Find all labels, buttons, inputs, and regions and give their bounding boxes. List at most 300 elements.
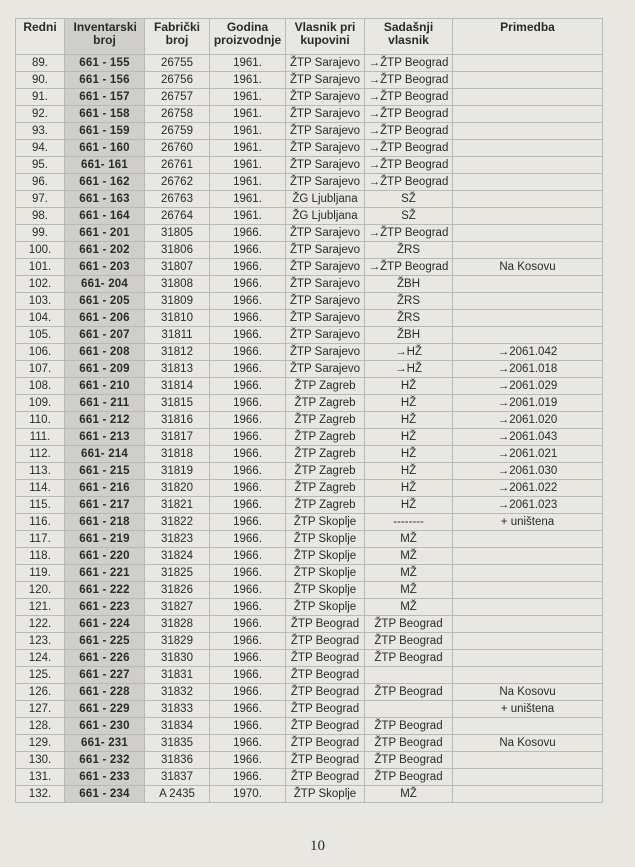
row-number-cell: 97. <box>16 191 65 208</box>
note-cell <box>453 548 603 565</box>
row-number-cell: 128. <box>16 718 65 735</box>
current-owner-cell: →ŽTP Beograd <box>365 55 453 72</box>
factory-number-cell: 31836 <box>145 752 210 769</box>
original-owner-cell: ŽTP Zagreb <box>286 429 365 446</box>
production-year-cell: 1966. <box>210 344 286 361</box>
production-year-cell: 1966. <box>210 718 286 735</box>
table-row <box>16 735 603 752</box>
original-owner-cell: ŽTP Beograd <box>286 701 365 718</box>
row-number-cell: 118. <box>16 548 65 565</box>
note-cell <box>453 633 603 650</box>
factory-number-cell: 31835 <box>145 735 210 752</box>
factory-number-cell: 31820 <box>145 480 210 497</box>
production-year-cell: 1966. <box>210 276 286 293</box>
factory-number-cell: 31815 <box>145 395 210 412</box>
table-row <box>16 72 603 89</box>
production-year-cell: 1966. <box>210 616 286 633</box>
table-row <box>16 123 603 140</box>
header-current-owner-label: Sadašnji vlasnik <box>383 20 434 47</box>
current-owner-cell: ŽTP Beograd <box>365 684 453 701</box>
inventory-number-cell: 661 - 210 <box>65 378 145 395</box>
note-cell <box>453 310 603 327</box>
inventory-number-cell: 661 - 206 <box>65 310 145 327</box>
inventory-number-cell: 661 - 207 <box>65 327 145 344</box>
current-owner-cell: ŽTP Beograd <box>365 735 453 752</box>
production-year-cell: 1961. <box>210 106 286 123</box>
inventory-number-cell: 661 - 221 <box>65 565 145 582</box>
original-owner-cell: ŽTP Sarajevo <box>286 55 365 72</box>
original-owner-cell: ŽTP Sarajevo <box>286 123 365 140</box>
inventory-number-cell: 661 - 203 <box>65 259 145 276</box>
table-row <box>16 310 603 327</box>
row-number-cell: 106. <box>16 344 65 361</box>
table-row <box>16 242 603 259</box>
original-owner-cell: ŽTP Sarajevo <box>286 361 365 378</box>
inventory-number-cell: 661 - 220 <box>65 548 145 565</box>
original-owner-cell: ŽTP Sarajevo <box>286 242 365 259</box>
note-cell <box>453 599 603 616</box>
note-cell <box>453 293 603 310</box>
current-owner-cell: →ŽTP Beograd <box>365 259 453 276</box>
factory-number-cell: 26762 <box>145 174 210 191</box>
production-year-cell: 1966. <box>210 327 286 344</box>
production-year-cell: 1961. <box>210 208 286 225</box>
table-row <box>16 633 603 650</box>
factory-number-cell: 31831 <box>145 667 210 684</box>
original-owner-cell: ŽTP Zagreb <box>286 378 365 395</box>
inventory-number-cell: 661 - 215 <box>65 463 145 480</box>
table-row <box>16 667 603 684</box>
table-row <box>16 174 603 191</box>
production-year-cell: 1966. <box>210 225 286 242</box>
page-number: 10 <box>310 838 325 854</box>
note-cell <box>453 123 603 140</box>
header-owner-label: Vlasnik pri kupovini <box>294 20 356 47</box>
production-year-cell: 1966. <box>210 667 286 684</box>
table-row <box>16 140 603 157</box>
factory-number-cell: 26763 <box>145 191 210 208</box>
factory-number-cell: 31833 <box>145 701 210 718</box>
row-number-cell: 102. <box>16 276 65 293</box>
current-owner-cell: →HŽ <box>365 361 453 378</box>
production-year-cell: 1961. <box>210 72 286 89</box>
current-owner-cell: MŽ <box>365 531 453 548</box>
current-owner-cell: HŽ <box>365 463 453 480</box>
note-cell: →2061.020 <box>453 412 603 429</box>
table-row <box>16 599 603 616</box>
inventory-number-cell: 661 - 213 <box>65 429 145 446</box>
header-inventory-label: Inventarski broj <box>73 20 137 47</box>
original-owner-cell: ŽTP Zagreb <box>286 412 365 429</box>
table-row <box>16 786 603 803</box>
inventory-number-cell: 661 - 222 <box>65 582 145 599</box>
current-owner-cell: →HŽ <box>365 344 453 361</box>
row-number-cell: 112. <box>16 446 65 463</box>
production-year-cell: 1961. <box>210 123 286 140</box>
original-owner-cell: ŽG Ljubljana <box>286 191 365 208</box>
current-owner-cell: →ŽTP Beograd <box>365 106 453 123</box>
original-owner-cell: ŽTP Zagreb <box>286 395 365 412</box>
factory-number-cell: 31816 <box>145 412 210 429</box>
note-cell <box>453 225 603 242</box>
inventory-number-cell: 661 - 218 <box>65 514 145 531</box>
note-cell <box>453 242 603 259</box>
row-number-cell: 126. <box>16 684 65 701</box>
factory-number-cell: 26761 <box>145 157 210 174</box>
note-cell <box>453 718 603 735</box>
inventory-number-cell: 661 - 162 <box>65 174 145 191</box>
current-owner-cell: →ŽTP Beograd <box>365 89 453 106</box>
note-cell <box>453 786 603 803</box>
inventory-number-cell: 661 - 158 <box>65 106 145 123</box>
factory-number-cell: A 2435 <box>145 786 210 803</box>
table-row <box>16 276 603 293</box>
table-row <box>16 412 603 429</box>
note-cell: + uništena <box>453 701 603 718</box>
current-owner-cell: HŽ <box>365 378 453 395</box>
current-owner-cell: ŽBH <box>365 327 453 344</box>
note-cell <box>453 174 603 191</box>
row-number-cell: 123. <box>16 633 65 650</box>
table-row <box>16 361 603 378</box>
factory-number-cell: 31827 <box>145 599 210 616</box>
original-owner-cell: ŽTP Sarajevo <box>286 276 365 293</box>
current-owner-cell: ŽTP Beograd <box>365 633 453 650</box>
note-cell <box>453 616 603 633</box>
production-year-cell: 1966. <box>210 446 286 463</box>
original-owner-cell: ŽTP Skoplje <box>286 565 365 582</box>
production-year-cell: 1966. <box>210 548 286 565</box>
factory-number-cell: 31822 <box>145 514 210 531</box>
header-note: Primedba <box>453 19 603 55</box>
current-owner-cell: SŽ <box>365 191 453 208</box>
row-number-cell: 109. <box>16 395 65 412</box>
table-row <box>16 718 603 735</box>
factory-number-cell: 31817 <box>145 429 210 446</box>
current-owner-cell: HŽ <box>365 446 453 463</box>
factory-number-cell: 31829 <box>145 633 210 650</box>
note-cell: →2061.030 <box>453 463 603 480</box>
note-cell <box>453 769 603 786</box>
original-owner-cell: ŽTP Beograd <box>286 633 365 650</box>
row-number-cell: 119. <box>16 565 65 582</box>
original-owner-cell: ŽTP Sarajevo <box>286 259 365 276</box>
inventory-number-cell: 661 - 217 <box>65 497 145 514</box>
factory-number-cell: 31818 <box>145 446 210 463</box>
table-row <box>16 225 603 242</box>
inventory-number-cell: 661 - 234 <box>65 786 145 803</box>
current-owner-cell: MŽ <box>365 786 453 803</box>
factory-number-cell: 31830 <box>145 650 210 667</box>
note-cell <box>453 582 603 599</box>
factory-number-cell: 31810 <box>145 310 210 327</box>
original-owner-cell: ŽTP Beograd <box>286 769 365 786</box>
note-cell <box>453 89 603 106</box>
note-cell <box>453 565 603 582</box>
production-year-cell: 1966. <box>210 701 286 718</box>
factory-number-cell: 26756 <box>145 72 210 89</box>
production-year-cell: 1966. <box>210 259 286 276</box>
factory-number-cell: 31832 <box>145 684 210 701</box>
production-year-cell: 1961. <box>210 140 286 157</box>
current-owner-cell: ŽBH <box>365 276 453 293</box>
original-owner-cell: ŽTP Beograd <box>286 735 365 752</box>
row-number-cell: 107. <box>16 361 65 378</box>
row-number-cell: 90. <box>16 72 65 89</box>
inventory-number-cell: 661 - 219 <box>65 531 145 548</box>
current-owner-cell: MŽ <box>365 565 453 582</box>
original-owner-cell: ŽTP Sarajevo <box>286 293 365 310</box>
table-row <box>16 701 603 718</box>
inventory-number-cell: 661 - 163 <box>65 191 145 208</box>
factory-number-cell: 31813 <box>145 361 210 378</box>
note-cell <box>453 140 603 157</box>
table-header-row <box>16 19 603 55</box>
original-owner-cell: ŽTP Beograd <box>286 752 365 769</box>
inventory-number-cell: 661 - 156 <box>65 72 145 89</box>
note-cell <box>453 650 603 667</box>
table-row <box>16 378 603 395</box>
row-number-cell: 96. <box>16 174 65 191</box>
production-year-cell: 1966. <box>210 752 286 769</box>
production-year-cell: 1966. <box>210 310 286 327</box>
row-number-cell: 98. <box>16 208 65 225</box>
table-row <box>16 106 603 123</box>
factory-number-cell: 31807 <box>145 259 210 276</box>
header-factory <box>145 19 210 55</box>
note-cell <box>453 276 603 293</box>
row-number-cell: 131. <box>16 769 65 786</box>
current-owner-cell: ŽTP Beograd <box>365 718 453 735</box>
current-owner-cell: ŽTP Beograd <box>365 769 453 786</box>
note-cell: →2061.029 <box>453 378 603 395</box>
row-number-cell: 121. <box>16 599 65 616</box>
table-row <box>16 429 603 446</box>
factory-number-cell: 31814 <box>145 378 210 395</box>
factory-number-cell: 26764 <box>145 208 210 225</box>
current-owner-cell: →ŽTP Beograd <box>365 140 453 157</box>
production-year-cell: 1961. <box>210 191 286 208</box>
row-number-cell: 117. <box>16 531 65 548</box>
inventory-number-cell: 661 - 201 <box>65 225 145 242</box>
header-factory-label: Fabrički broj <box>153 20 201 47</box>
note-cell <box>453 106 603 123</box>
production-year-cell: 1966. <box>210 412 286 429</box>
current-owner-cell: MŽ <box>365 599 453 616</box>
original-owner-cell: ŽTP Sarajevo <box>286 225 365 242</box>
current-owner-cell: →ŽTP Beograd <box>365 72 453 89</box>
note-cell <box>453 55 603 72</box>
current-owner-cell: SŽ <box>365 208 453 225</box>
inventory-number-cell: 661 - 208 <box>65 344 145 361</box>
original-owner-cell: ŽTP Sarajevo <box>286 140 365 157</box>
current-owner-cell: →ŽTP Beograd <box>365 157 453 174</box>
note-cell <box>453 72 603 89</box>
row-number-cell: 122. <box>16 616 65 633</box>
factory-number-cell: 31823 <box>145 531 210 548</box>
current-owner-cell <box>365 701 453 718</box>
inventory-number-cell: 661 - 224 <box>65 616 145 633</box>
table-row <box>16 191 603 208</box>
row-number-cell: 111. <box>16 429 65 446</box>
note-cell: + uništena <box>453 514 603 531</box>
inventory-number-cell: 661 - 216 <box>65 480 145 497</box>
original-owner-cell: ŽTP Beograd <box>286 616 365 633</box>
row-number-cell: 108. <box>16 378 65 395</box>
header-inventory <box>65 19 145 55</box>
production-year-cell: 1966. <box>210 463 286 480</box>
inventory-number-cell: 661 - 229 <box>65 701 145 718</box>
note-cell <box>453 752 603 769</box>
original-owner-cell: ŽTP Beograd <box>286 667 365 684</box>
original-owner-cell: ŽTP Skoplje <box>286 514 365 531</box>
original-owner-cell: ŽTP Skoplje <box>286 582 365 599</box>
original-owner-cell: ŽTP Zagreb <box>286 446 365 463</box>
row-number-cell: 130. <box>16 752 65 769</box>
header-no: Redni <box>16 19 65 55</box>
table-row <box>16 293 603 310</box>
factory-number-cell: 26760 <box>145 140 210 157</box>
original-owner-cell: ŽTP Sarajevo <box>286 157 365 174</box>
table-row <box>16 395 603 412</box>
current-owner-cell: ŽRS <box>365 242 453 259</box>
factory-number-cell: 26757 <box>145 89 210 106</box>
inventory-number-cell: 661 - 159 <box>65 123 145 140</box>
original-owner-cell: ŽTP Sarajevo <box>286 327 365 344</box>
production-year-cell: 1966. <box>210 378 286 395</box>
row-number-cell: 124. <box>16 650 65 667</box>
header-current-owner <box>365 19 453 55</box>
inventory-number-cell: 661 - 230 <box>65 718 145 735</box>
inventory-number-cell: 661 - 225 <box>65 633 145 650</box>
production-year-cell: 1966. <box>210 565 286 582</box>
factory-number-cell: 26758 <box>145 106 210 123</box>
production-year-cell: 1961. <box>210 89 286 106</box>
table-row <box>16 497 603 514</box>
original-owner-cell: ŽTP Sarajevo <box>286 344 365 361</box>
note-cell: →2061.021 <box>453 446 603 463</box>
row-number-cell: 127. <box>16 701 65 718</box>
production-year-cell: 1966. <box>210 735 286 752</box>
table-row <box>16 565 603 582</box>
inventory-number-cell: 661 - 233 <box>65 769 145 786</box>
inventory-number-cell: 661 - 211 <box>65 395 145 412</box>
inventory-number-cell: 661- 161 <box>65 157 145 174</box>
production-year-cell: 1966. <box>210 582 286 599</box>
note-cell <box>453 208 603 225</box>
table-row <box>16 446 603 463</box>
note-cell: →2061.023 <box>453 497 603 514</box>
table-row <box>16 327 603 344</box>
inventory-number-cell: 661- 214 <box>65 446 145 463</box>
row-number-cell: 91. <box>16 89 65 106</box>
current-owner-cell: HŽ <box>365 480 453 497</box>
inventory-number-cell: 661 - 155 <box>65 55 145 72</box>
current-owner-cell <box>365 667 453 684</box>
factory-number-cell: 31806 <box>145 242 210 259</box>
current-owner-cell: ŽTP Beograd <box>365 650 453 667</box>
table-row <box>16 480 603 497</box>
row-number-cell: 132. <box>16 786 65 803</box>
current-owner-cell: HŽ <box>365 395 453 412</box>
factory-number-cell: 31824 <box>145 548 210 565</box>
current-owner-cell: ŽRS <box>365 310 453 327</box>
original-owner-cell: ŽTP Zagreb <box>286 497 365 514</box>
row-number-cell: 95. <box>16 157 65 174</box>
row-number-cell: 89. <box>16 55 65 72</box>
inventory-number-cell: 661 - 157 <box>65 89 145 106</box>
production-year-cell: 1966. <box>210 395 286 412</box>
table-row <box>16 616 603 633</box>
production-year-cell: 1966. <box>210 361 286 378</box>
production-year-cell: 1966. <box>210 480 286 497</box>
production-year-cell: 1966. <box>210 650 286 667</box>
locomotive-register-table <box>15 18 603 803</box>
production-year-cell: 1966. <box>210 531 286 548</box>
inventory-number-cell: 661 - 228 <box>65 684 145 701</box>
header-year-label: Godina proizvodnje <box>213 20 282 47</box>
row-number-cell: 116. <box>16 514 65 531</box>
original-owner-cell: ŽTP Beograd <box>286 684 365 701</box>
original-owner-cell: ŽTP Zagreb <box>286 463 365 480</box>
factory-number-cell: 31834 <box>145 718 210 735</box>
factory-number-cell: 31825 <box>145 565 210 582</box>
current-owner-cell: →ŽTP Beograd <box>365 174 453 191</box>
inventory-number-cell: 661 - 205 <box>65 293 145 310</box>
original-owner-cell: ŽTP Sarajevo <box>286 310 365 327</box>
note-cell: Na Kosovu <box>453 684 603 701</box>
note-cell <box>453 157 603 174</box>
row-number-cell: 104. <box>16 310 65 327</box>
current-owner-cell: ŽRS <box>365 293 453 310</box>
row-number-cell: 103. <box>16 293 65 310</box>
factory-number-cell: 31808 <box>145 276 210 293</box>
current-owner-cell: MŽ <box>365 548 453 565</box>
table-row <box>16 157 603 174</box>
inventory-number-cell: 661 - 164 <box>65 208 145 225</box>
current-owner-cell: -------- <box>365 514 453 531</box>
row-number-cell: 92. <box>16 106 65 123</box>
current-owner-cell: →ŽTP Beograd <box>365 225 453 242</box>
table-row <box>16 684 603 701</box>
factory-number-cell: 31821 <box>145 497 210 514</box>
inventory-number-cell: 661 - 209 <box>65 361 145 378</box>
current-owner-cell: HŽ <box>365 412 453 429</box>
factory-number-cell: 31819 <box>145 463 210 480</box>
inventory-number-cell: 661- 204 <box>65 276 145 293</box>
note-cell <box>453 327 603 344</box>
production-year-cell: 1966. <box>210 293 286 310</box>
table-row <box>16 650 603 667</box>
note-cell <box>453 191 603 208</box>
production-year-cell: 1961. <box>210 174 286 191</box>
factory-number-cell: 31805 <box>145 225 210 242</box>
factory-number-cell: 31826 <box>145 582 210 599</box>
original-owner-cell: ŽTP Zagreb <box>286 480 365 497</box>
table-row <box>16 208 603 225</box>
production-year-cell: 1966. <box>210 429 286 446</box>
current-owner-cell: HŽ <box>365 429 453 446</box>
factory-number-cell: 31837 <box>145 769 210 786</box>
inventory-number-cell: 661 - 160 <box>65 140 145 157</box>
note-cell <box>453 667 603 684</box>
factory-number-cell: 26759 <box>145 123 210 140</box>
row-number-cell: 93. <box>16 123 65 140</box>
row-number-cell: 115. <box>16 497 65 514</box>
row-number-cell: 120. <box>16 582 65 599</box>
original-owner-cell: ŽTP Skoplje <box>286 548 365 565</box>
production-year-cell: 1966. <box>210 599 286 616</box>
